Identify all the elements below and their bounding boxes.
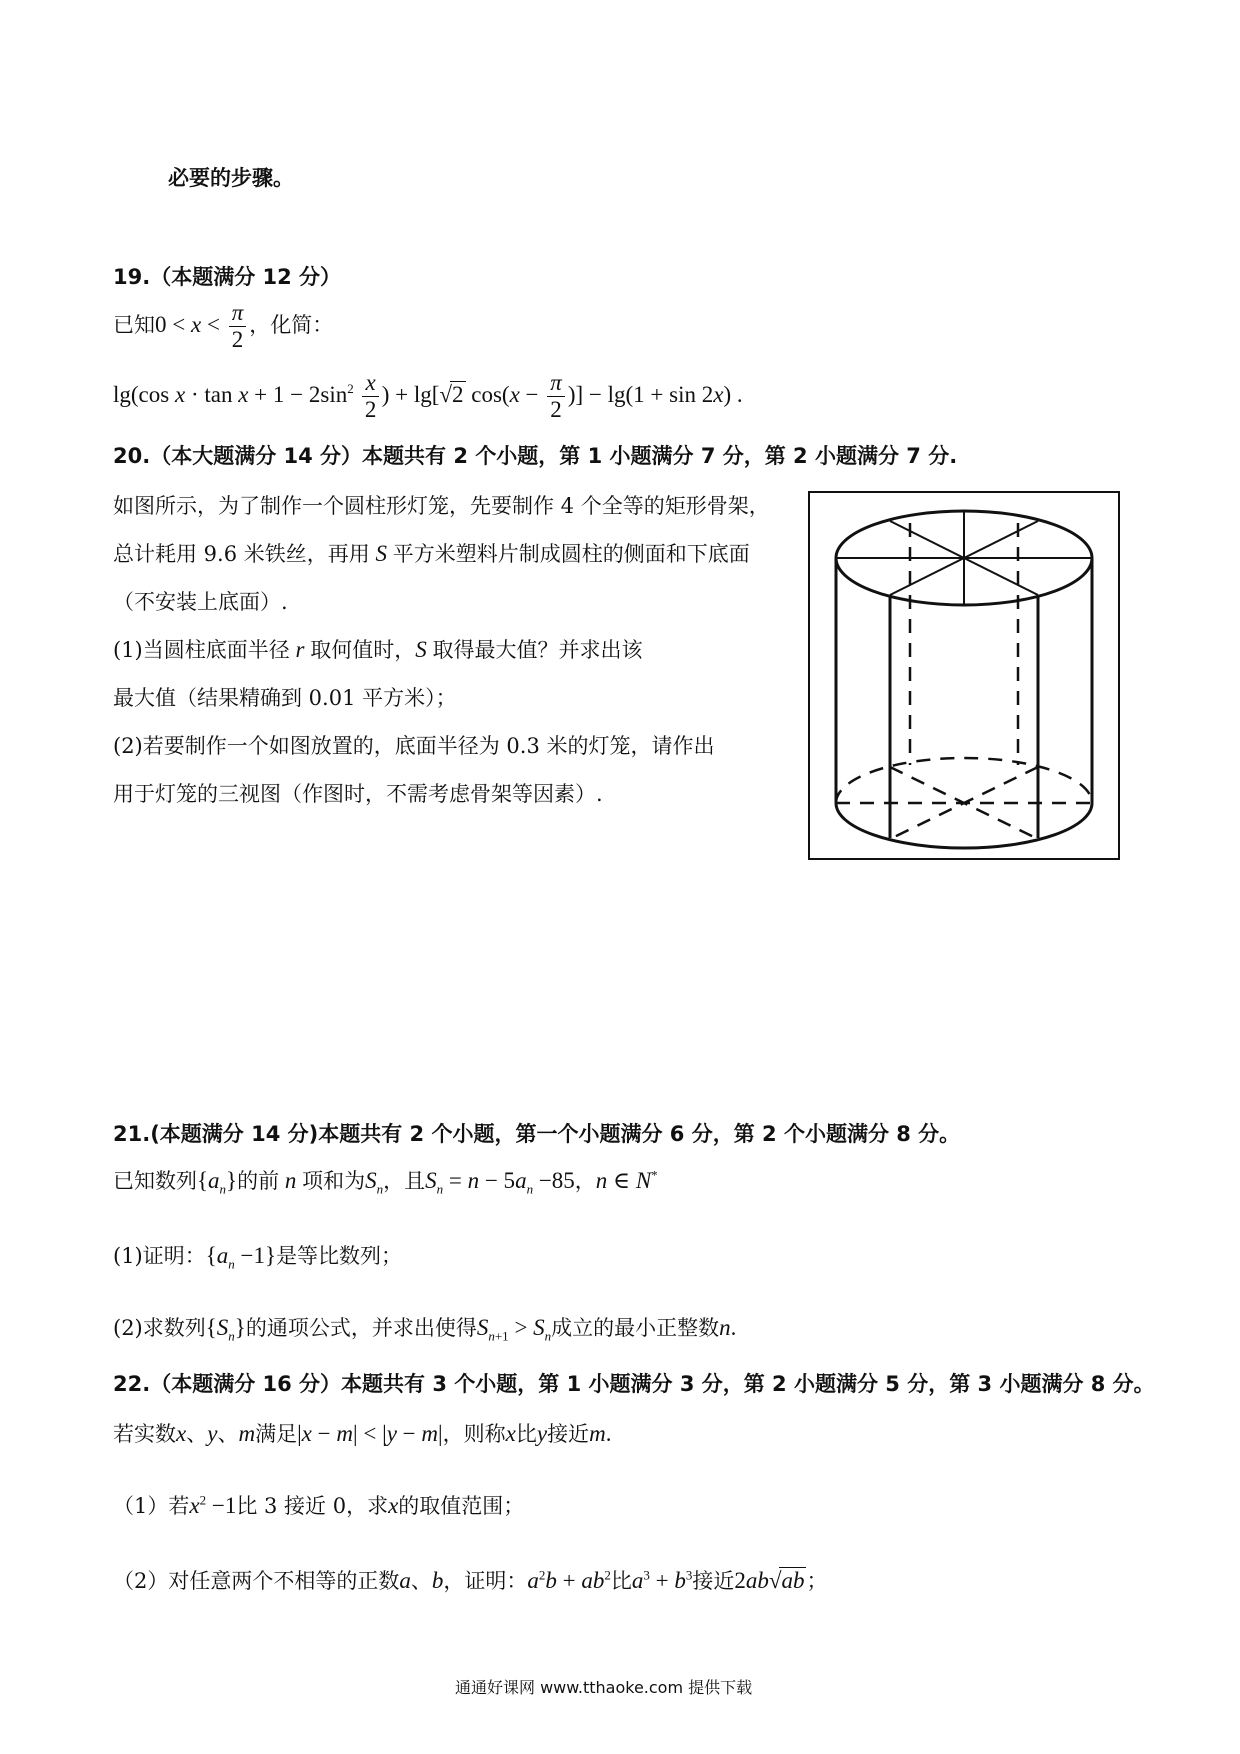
q19-header: 19.（本题满分 12 分） xyxy=(113,265,342,289)
steps-note: 必要的步骤。 xyxy=(168,166,294,190)
q22-var-y2: y xyxy=(536,1421,548,1446)
lantern-figure xyxy=(808,491,1120,860)
q21-part2-a: (2)求数列 xyxy=(113,1316,206,1340)
q20-part2-line2: 用于灯笼的三视图（作图时，不需考虑骨架等因素）. xyxy=(113,782,603,806)
q21-inequality: $S_{n+1} > S_n$ xyxy=(476,1315,552,1344)
cylinder-bottom-front-arc xyxy=(836,803,1092,848)
q22-part1 xyxy=(113,1490,524,1520)
q22-expr-2ab-sqrt: 2ab√ab xyxy=(734,1568,805,1593)
q21-part1-b: 是等比数列； xyxy=(276,1244,403,1268)
q22-var-y: y xyxy=(207,1421,218,1446)
q21-part1 xyxy=(113,1240,402,1273)
q21-part2-c: 成立的最小正整数 xyxy=(551,1316,720,1340)
q21-given-e: ， xyxy=(574,1169,596,1193)
q21-part2-b: 的通项公式，并求出使得 xyxy=(245,1316,477,1340)
q22-expr-a3b3: $a^3 + b^3$ xyxy=(631,1567,693,1593)
q21-domain: n ∈ N* xyxy=(595,1167,658,1193)
q22-part1-c: 的取值范围； xyxy=(398,1494,525,1518)
q22-var-b: b xyxy=(431,1568,444,1593)
q21-relation: $S_n = n - 5a_n -85$ xyxy=(425,1168,575,1197)
q19-given-prefix: 已知 xyxy=(113,312,155,337)
q21-seq-sn: $\{S_n\}$ xyxy=(205,1315,246,1344)
cylinder-diagram xyxy=(810,493,1118,858)
q22-part2-d: 比 xyxy=(610,1569,632,1593)
q22-def-a: 若实数 xyxy=(113,1422,176,1446)
q22-part1-a: （1）若 xyxy=(113,1494,190,1518)
q20-var-s: S xyxy=(369,541,393,566)
page-footer: 通通好课网 www.tthaoke.com 提供下载 xyxy=(455,1678,753,1697)
q22-var-x2: x xyxy=(505,1421,516,1446)
q21-seq-an-minus-1: $\{a_n -1\}$ xyxy=(205,1243,277,1272)
q19-given-suffix: ，化简： xyxy=(249,312,334,337)
q20-part1-c: 取得最大值？并求出该 xyxy=(432,638,643,662)
q22-var-x3: x xyxy=(388,1493,399,1518)
q22-def-e: ，则称 xyxy=(442,1422,506,1446)
q22-part2-c: ，证明： xyxy=(443,1569,528,1593)
q20-line2-a: 总计耗用 9.6 米铁丝，再用 xyxy=(113,542,370,566)
q21-var-n2: n. xyxy=(719,1315,737,1340)
q22-part2-a: （2）对任意两个不相等的正数 xyxy=(113,1569,400,1593)
q22-expr-a2b: $a^2b + ab^2$ xyxy=(527,1567,611,1593)
q22-x-squared-minus-1: $x^2 -1$ xyxy=(189,1492,237,1518)
q21-given-a: 已知数列 xyxy=(113,1169,197,1193)
q22-part2 xyxy=(113,1565,827,1595)
q20-line1: 如图所示，为了制作一个圆柱形灯笼，先要制作 4 个全等的矩形骨架， xyxy=(113,494,770,518)
q22-part1-b: 比 3 接近 0，求 xyxy=(236,1494,389,1518)
q22-var-m: m xyxy=(238,1421,256,1446)
q21-given-c: 项和为 xyxy=(302,1169,366,1193)
q19-expression: lg(cos $x \cdot \tan x + 1 - 2\sin^2$ $\frac{x}{2}$ ) + lg[√2 cos(x − $\frac{\pi}{2}$ )] − lg(1 + sin 2x) . xyxy=(113,370,743,422)
q20-part1-a: (1)当圆柱底面半径 xyxy=(113,638,290,662)
q22-abs-inequality: |x − m| < |y − m| xyxy=(297,1421,443,1446)
q22-part2-b: 、 xyxy=(410,1569,432,1593)
q21-given xyxy=(113,1165,658,1198)
q22-var-m2: m. xyxy=(589,1421,612,1446)
q21-given-d: ，且 xyxy=(383,1169,426,1193)
q22-var-x: x xyxy=(176,1421,187,1446)
q20-line2 xyxy=(113,538,750,568)
q20-part1-b: 取何值时， xyxy=(310,638,416,662)
q22-def-b: 、 xyxy=(186,1422,208,1446)
q22-def-d: 满足 xyxy=(255,1422,298,1446)
q22-def-f: 比 xyxy=(515,1422,537,1446)
q20-var-r: r xyxy=(289,637,311,662)
q19-given-inequality: 0 < x < $\frac{\pi}{2}$ xyxy=(155,312,249,337)
q21-part1-a: (1)证明： xyxy=(113,1244,206,1268)
cylinder-bottom-back-arc xyxy=(836,758,1092,803)
q20-part1-line2: 最大值（结果精确到 0.01 平方米）； xyxy=(113,686,457,710)
q22-header: 22.（本题满分 16 分）本题共有 3 个小题，第 1 小题满分 3 分，第 2 小题满分 5 分，第 3 小题满分 8 分。 xyxy=(113,1372,1155,1396)
q20-part1 xyxy=(113,634,642,664)
q21-part2 xyxy=(113,1312,736,1345)
q20-header: 20.（本大题满分 14 分）本题共有 2 个小题，第 1 小题满分 7 分，第 2 小题满分 7 分. xyxy=(113,444,958,468)
q21-sn: $S_n$ xyxy=(365,1168,384,1197)
q22-part2-e: 接近 xyxy=(692,1569,735,1593)
q22-part2-f: ； xyxy=(806,1569,828,1593)
q21-given-b: 的前 xyxy=(237,1169,280,1193)
q22-def-g: 接近 xyxy=(547,1422,590,1446)
q20-line2-b: 平方米塑料片制成圆柱的侧面和下底面 xyxy=(392,542,750,566)
q22-var-a: a xyxy=(399,1568,411,1593)
q21-seq-an: $\{a_n\}$ xyxy=(197,1168,238,1197)
q19-given xyxy=(113,300,333,353)
q22-definition xyxy=(113,1418,611,1448)
q20-part2-line1: (2)若要制作一个如图放置的，底面半径为 0.3 米的灯笼，请作出 xyxy=(113,734,715,758)
q21-var-n: n xyxy=(279,1168,303,1193)
q22-def-c: 、 xyxy=(217,1422,239,1446)
q21-header: 21.(本题满分 14 分)本题共有 2 个小题，第一个小题满分 6 分，第 2 个小题满分 8 分。 xyxy=(113,1122,961,1146)
q20-line3: （不安装上底面）. xyxy=(113,590,288,614)
q20-var-s2: S xyxy=(415,637,433,662)
